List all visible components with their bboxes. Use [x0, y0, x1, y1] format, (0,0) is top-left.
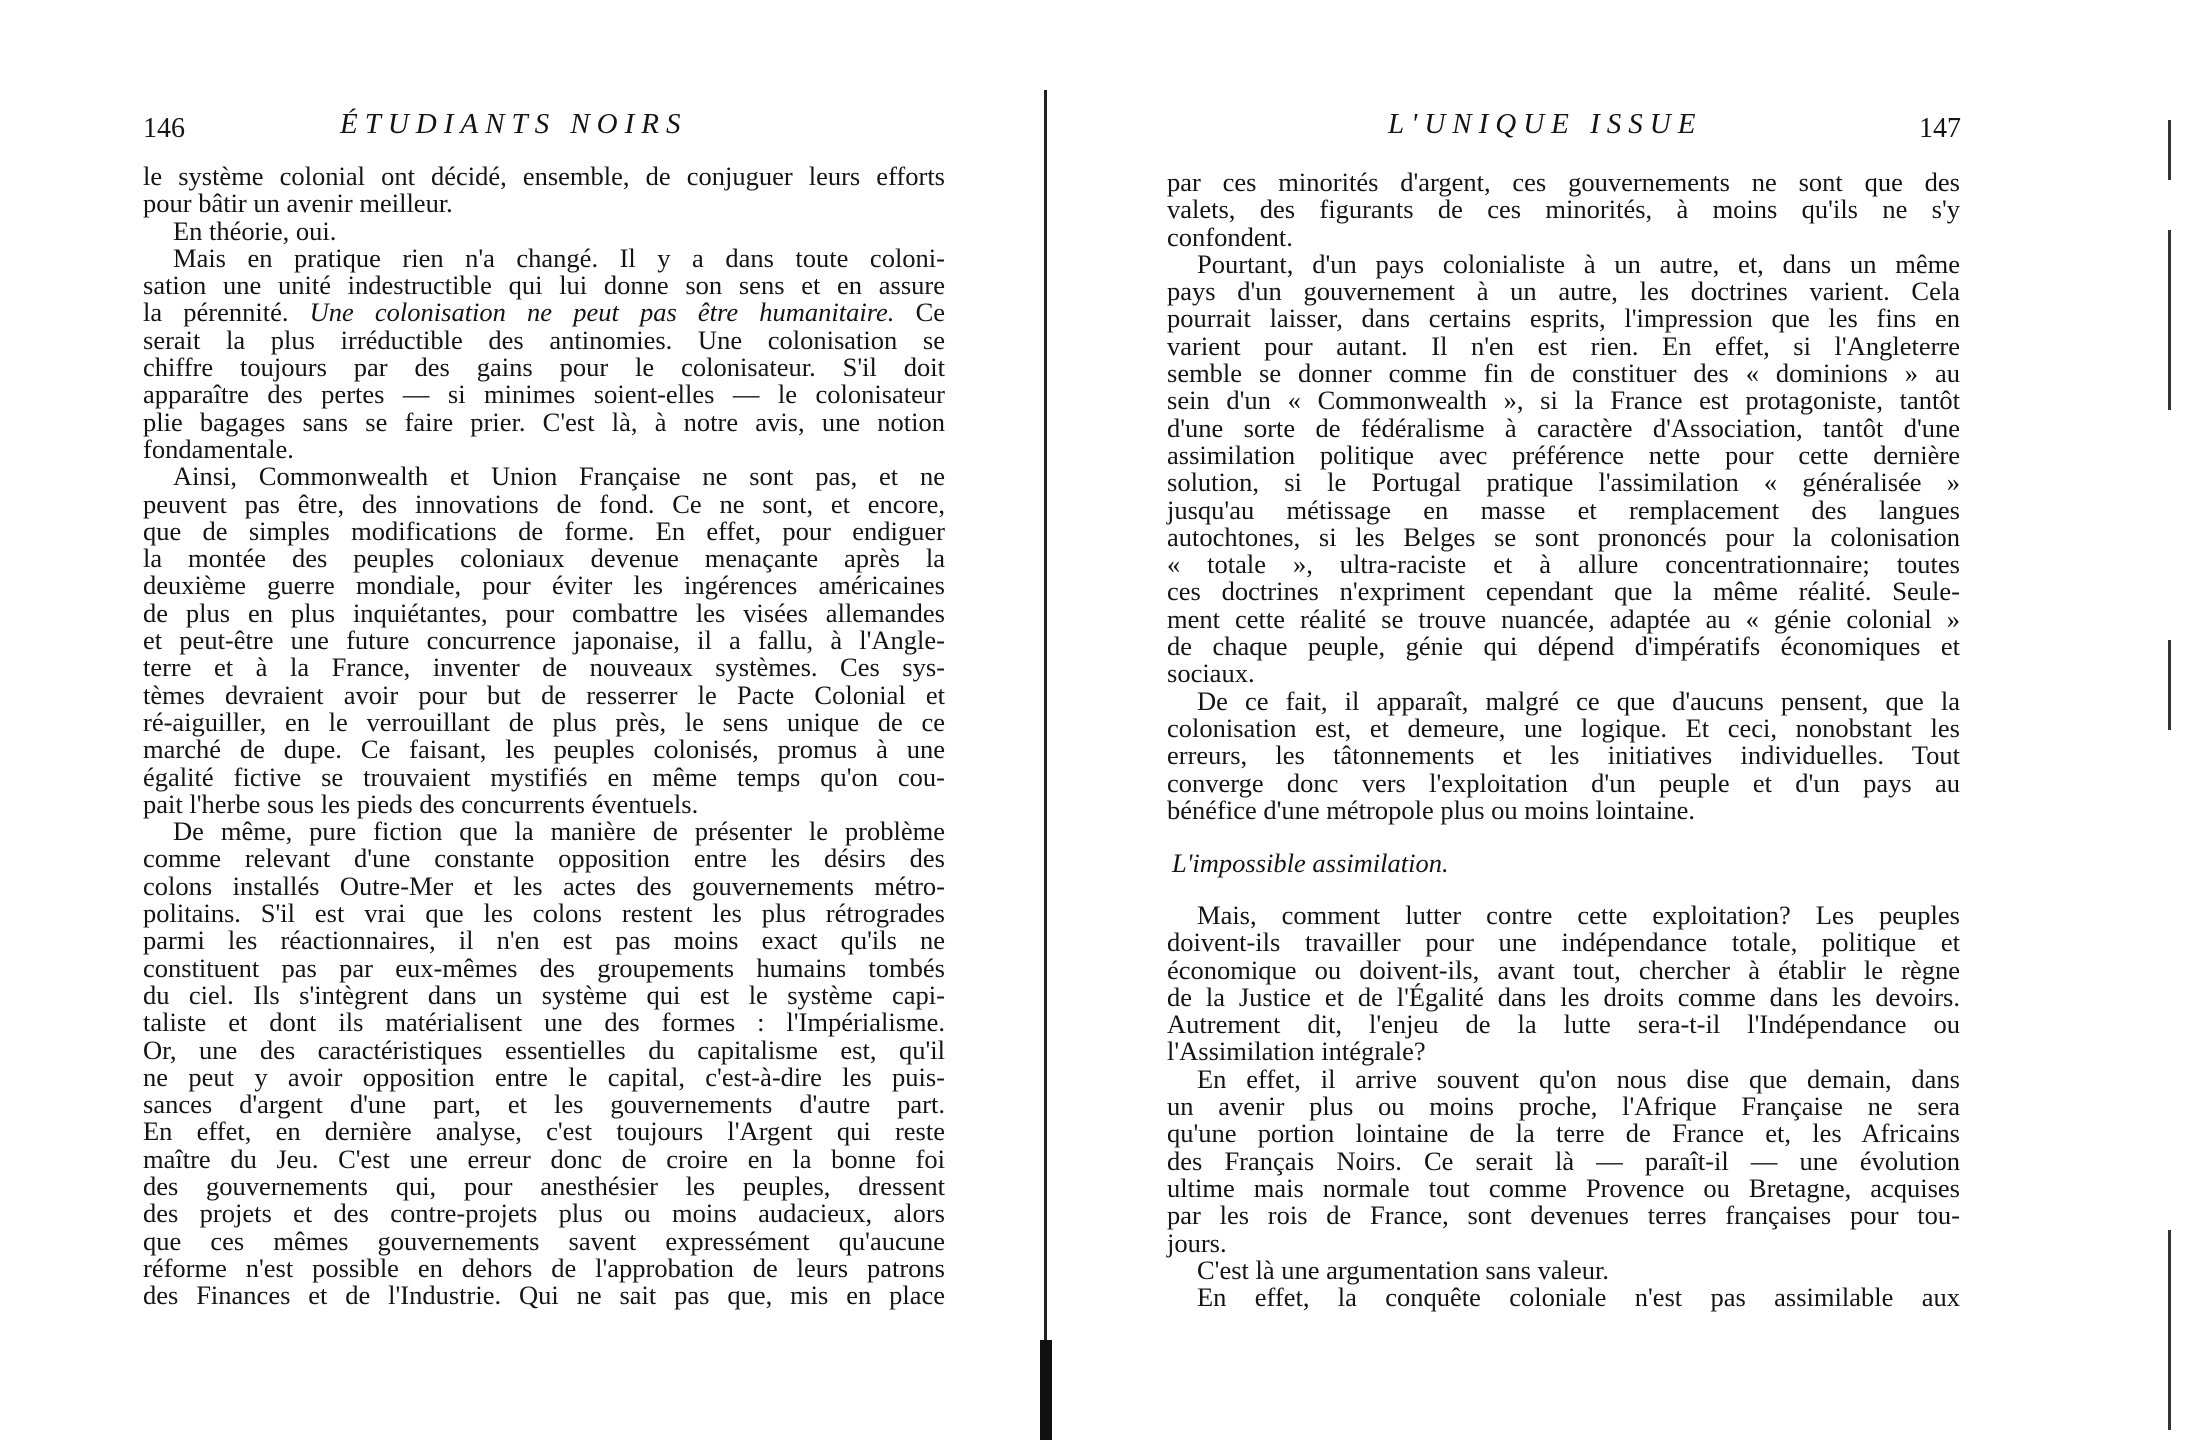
- text-line: De même, pure fiction que la manière de présenter le problème: [173, 816, 945, 847]
- text-line: ré-aiguiller, en le verrouillant de plus près, le sens unique de ce: [143, 706, 945, 737]
- italic-text: Une colonisation ne peut pas être humanitaire.: [309, 297, 895, 328]
- text-line: doivent-ils travailler pour une indépendance totale, politique et: [1167, 927, 1960, 958]
- text-line: sances d'argent d'une part, et les gouvernements d'autre part.: [143, 1089, 945, 1120]
- text-line: Ainsi, Commonwealth et Union Française ne sont pas, et ne: [173, 461, 945, 492]
- text-line: De ce fait, il apparaît, malgré ce que d'aucuns pensent, que la: [1197, 685, 1960, 716]
- page-edge-mark: [2168, 230, 2171, 410]
- text-line: par ces minorités d'argent, ces gouvernements ne sont que des: [1167, 167, 1960, 197]
- text-line: varient pour autant. Il n'en est rien. En effet, si l'Angleterre: [1167, 330, 1960, 361]
- text-line: de la Justice et de l'Égalité dans les droits comme dans les devoirs.: [1167, 981, 1960, 1012]
- text-line: chiffre toujours par des gains pour le colonisateur. S'il doit: [143, 352, 945, 383]
- text-line: le système colonial ont décidé, ensemble, de conjuguer leurs efforts: [143, 161, 945, 191]
- text-line: erreurs, les tâtonnements et les initiatives individuelles. Tout: [1167, 740, 1960, 771]
- text-line: confondent.: [1167, 221, 1293, 252]
- text-line: parmi les réactionnaires, il n'en est pas moins exact qu'ils ne: [143, 925, 945, 956]
- text-line: réforme n'est possible en dehors de l'approbation de leurs patrons: [143, 1252, 945, 1283]
- text-line: pour bâtir un avenir meilleur.: [143, 188, 453, 219]
- text-line: colonisation est, et demeure, une logique. Et ceci, nonobstant les: [1167, 712, 1960, 743]
- text-line: ultime mais normale tout comme Provence ou Bretagne, acquises: [1167, 1172, 1960, 1203]
- text-line: constituent pas par eux-mêmes des groupements humains tombés: [143, 952, 945, 983]
- text-line: apparaître des pertes — si minimes soient-elles — le colonisateur: [143, 379, 945, 410]
- text-line: de chaque peuple, génie qui dépend d'impératifs économiques et: [1167, 631, 1960, 662]
- text-line: C'est là une argumentation sans valeur.: [1197, 1254, 1609, 1285]
- text-line: [143, 299, 945, 326]
- text-line: autochtones, si les Belges se sont prononcés pour la colonisation: [1167, 521, 1960, 552]
- text-segment: Ce: [894, 297, 946, 328]
- page-edge-mark: [2168, 640, 2171, 730]
- text-line: solution, si le Portugal pratique l'assimilation « généralisée »: [1167, 467, 1960, 498]
- text-line: comme relevant d'une constante opposition entre les désirs des: [143, 843, 945, 874]
- text-line: un avenir plus ou moins proche, l'Afrique Française ne sera: [1167, 1091, 1960, 1122]
- book-gutter-shadow: [1040, 1340, 1052, 1440]
- text-line: En théorie, oui.: [173, 215, 337, 246]
- text-line: ces doctrines n'expriment cependant que la même réalité. Seule-: [1167, 576, 1960, 607]
- text-line: peuvent pas être, des innovations de fond. Ce ne sont, et encore,: [143, 488, 945, 519]
- text-line: Pourtant, d'un pays colonialiste à un autre, et, dans un même: [1197, 248, 1960, 279]
- text-line: des Finances et de l'Industrie. Qui ne sait pas que, mis en place: [143, 1280, 945, 1311]
- text-line: par les rois de France, sont devenues terres françaises pour tou-: [1167, 1200, 1960, 1231]
- page-edge-mark: [2168, 1230, 2171, 1430]
- text-line: que de simples modifications de forme. En effet, pour endiguer: [143, 515, 945, 546]
- text-line: « totale », ultra-raciste et à allure concentrationnaire; toutes: [1167, 549, 1960, 580]
- text-line: du ciel. Ils s'intègrent dans un système qui est le système capi-: [143, 979, 945, 1010]
- text-line: En effet, en dernière analyse, c'est toujours l'Argent qui reste: [143, 1116, 945, 1147]
- text-line: économique ou doivent-ils, avant tout, chercher à établir le règne: [1167, 954, 1960, 985]
- text-line: de plus en plus inquiétantes, pour combattre les visées allemandes: [143, 597, 945, 628]
- text-line: Autrement dit, l'enjeu de la lutte sera-t-il l'Indépendance ou: [1167, 1009, 1960, 1040]
- page-number: 146: [143, 113, 185, 144]
- left-page-body: [143, 163, 945, 1309]
- text-line: taliste et dont ils matérialisent une des formes : l'Impérialisme.: [143, 1007, 945, 1038]
- text-line: Mais en pratique rien n'a changé. Il y a dans toute coloni-: [173, 242, 945, 273]
- text-line: ne peut y avoir opposition entre le capital, c'est-à-dire les puis-: [143, 1061, 945, 1092]
- right-page-body-bottom: [1167, 902, 1960, 1311]
- text-line: que ces mêmes gouvernements savent expressément qu'aucune: [143, 1225, 945, 1256]
- text-line: semble se donner comme fin de constituer des « dominions » au: [1167, 358, 1960, 389]
- page-number: 147: [1919, 113, 1961, 144]
- text-line: assimilation politique avec préférence nette pour cette dernière: [1167, 439, 1960, 470]
- text-line: et peut-être une future concurrence japonaise, il a fallu, à l'Angle-: [143, 625, 945, 656]
- text-line: tèmes devraient avoir pour but de resserrer le Pacte Colonial et: [143, 679, 945, 710]
- text-line: pourrait laisser, dans certains esprits, l'impression que les fins en: [1167, 303, 1960, 334]
- running-head: L'UNIQUE ISSUE: [1388, 108, 1703, 140]
- text-line: égalité fictive se trouvaient mystifiés en même temps qu'on cou-: [143, 761, 945, 792]
- text-line: sociaux.: [1167, 658, 1255, 689]
- text-line: maître du Jeu. C'est une erreur donc de croire en la bonne foi: [143, 1143, 945, 1174]
- text-line: serait la plus irréductible des antinomies. Une colonisation se: [143, 324, 945, 355]
- page-edge-mark: [2168, 120, 2171, 180]
- text-line: jours.: [1167, 1227, 1227, 1258]
- text-line: En effet, la conquête coloniale n'est pas assimilable aux: [1197, 1282, 1960, 1313]
- text-line: fondamentale.: [143, 433, 294, 464]
- text-line: politains. S'il est vrai que les colons restent les plus rétrogrades: [143, 898, 945, 929]
- text-line: colons installés Outre-Mer et les actes des gouvernements métro-: [143, 870, 945, 901]
- text-line: ment cette réalité se trouve nuancée, adaptée au « génie colonial »: [1167, 603, 1960, 634]
- text-line: Or, une des caractéristiques essentielles du capitalisme est, qu'il: [143, 1034, 945, 1065]
- text-line: jusqu'au métissage en masse et remplacement des langues: [1167, 494, 1960, 525]
- text-line: pays d'un gouvernement à un autre, les doctrines varient. Cela: [1167, 276, 1960, 307]
- text-line: valets, des figurants de ces minorités, à moins qu'ils ne s'y: [1167, 194, 1960, 225]
- right-page-body-top: [1167, 169, 1960, 824]
- text-line: qu'une portion lointaine de la terre de France et, les Africains: [1167, 1118, 1960, 1149]
- text-line: d'une sorte de fédéralisme à caractère d'Association, tantôt d'une: [1167, 412, 1960, 443]
- text-line: des projets et des contre-projets plus ou moins audacieux, alors: [143, 1198, 945, 1229]
- book-gutter: [1044, 90, 1047, 1440]
- text-segment: la pérennité.: [143, 297, 310, 328]
- text-line: la montée des peuples coloniaux devenue menaçante après la: [143, 543, 945, 574]
- text-line: des gouvernements qui, pour anesthésier les peuples, dressent: [143, 1170, 945, 1201]
- text-line: bénéfice d'une métropole plus ou moins lointaine.: [1167, 794, 1696, 825]
- section-heading: L'impossible assimilation.: [1172, 848, 1449, 878]
- text-line: marché de dupe. Ce faisant, les peuples colonisés, promus à une: [143, 734, 945, 765]
- text-line: Mais, comment lutter contre cette exploitation? Les peuples: [1197, 900, 1960, 930]
- text-line: terre et à la France, inventer de nouveaux systèmes. Ces sys-: [143, 652, 945, 683]
- text-line: des Français Noirs. Ce serait là — paraît-il — une évolution: [1167, 1145, 1960, 1176]
- text-line: pait l'herbe sous les pieds des concurrents éventuels.: [143, 788, 699, 819]
- text-line: l'Assimilation intégrale?: [1167, 1036, 1426, 1067]
- text-line: sation une unité indestructible qui lui donne son sens et en assure: [143, 270, 945, 301]
- text-line: plie bagages sans se faire prier. C'est là, à notre avis, une notion: [143, 406, 945, 437]
- text-line: sein d'un « Commonwealth », si la France est protagoniste, tantôt: [1167, 385, 1960, 416]
- text-line: deuxième guerre mondiale, pour éviter les ingérences américaines: [143, 570, 945, 601]
- running-head: ÉTUDIANTS NOIRS: [340, 108, 688, 140]
- text-line: En effet, il arrive souvent qu'on nous dise que demain, dans: [1197, 1063, 1960, 1094]
- text-line: converge donc vers l'exploitation d'un peuple et d'un pays au: [1167, 767, 1960, 798]
